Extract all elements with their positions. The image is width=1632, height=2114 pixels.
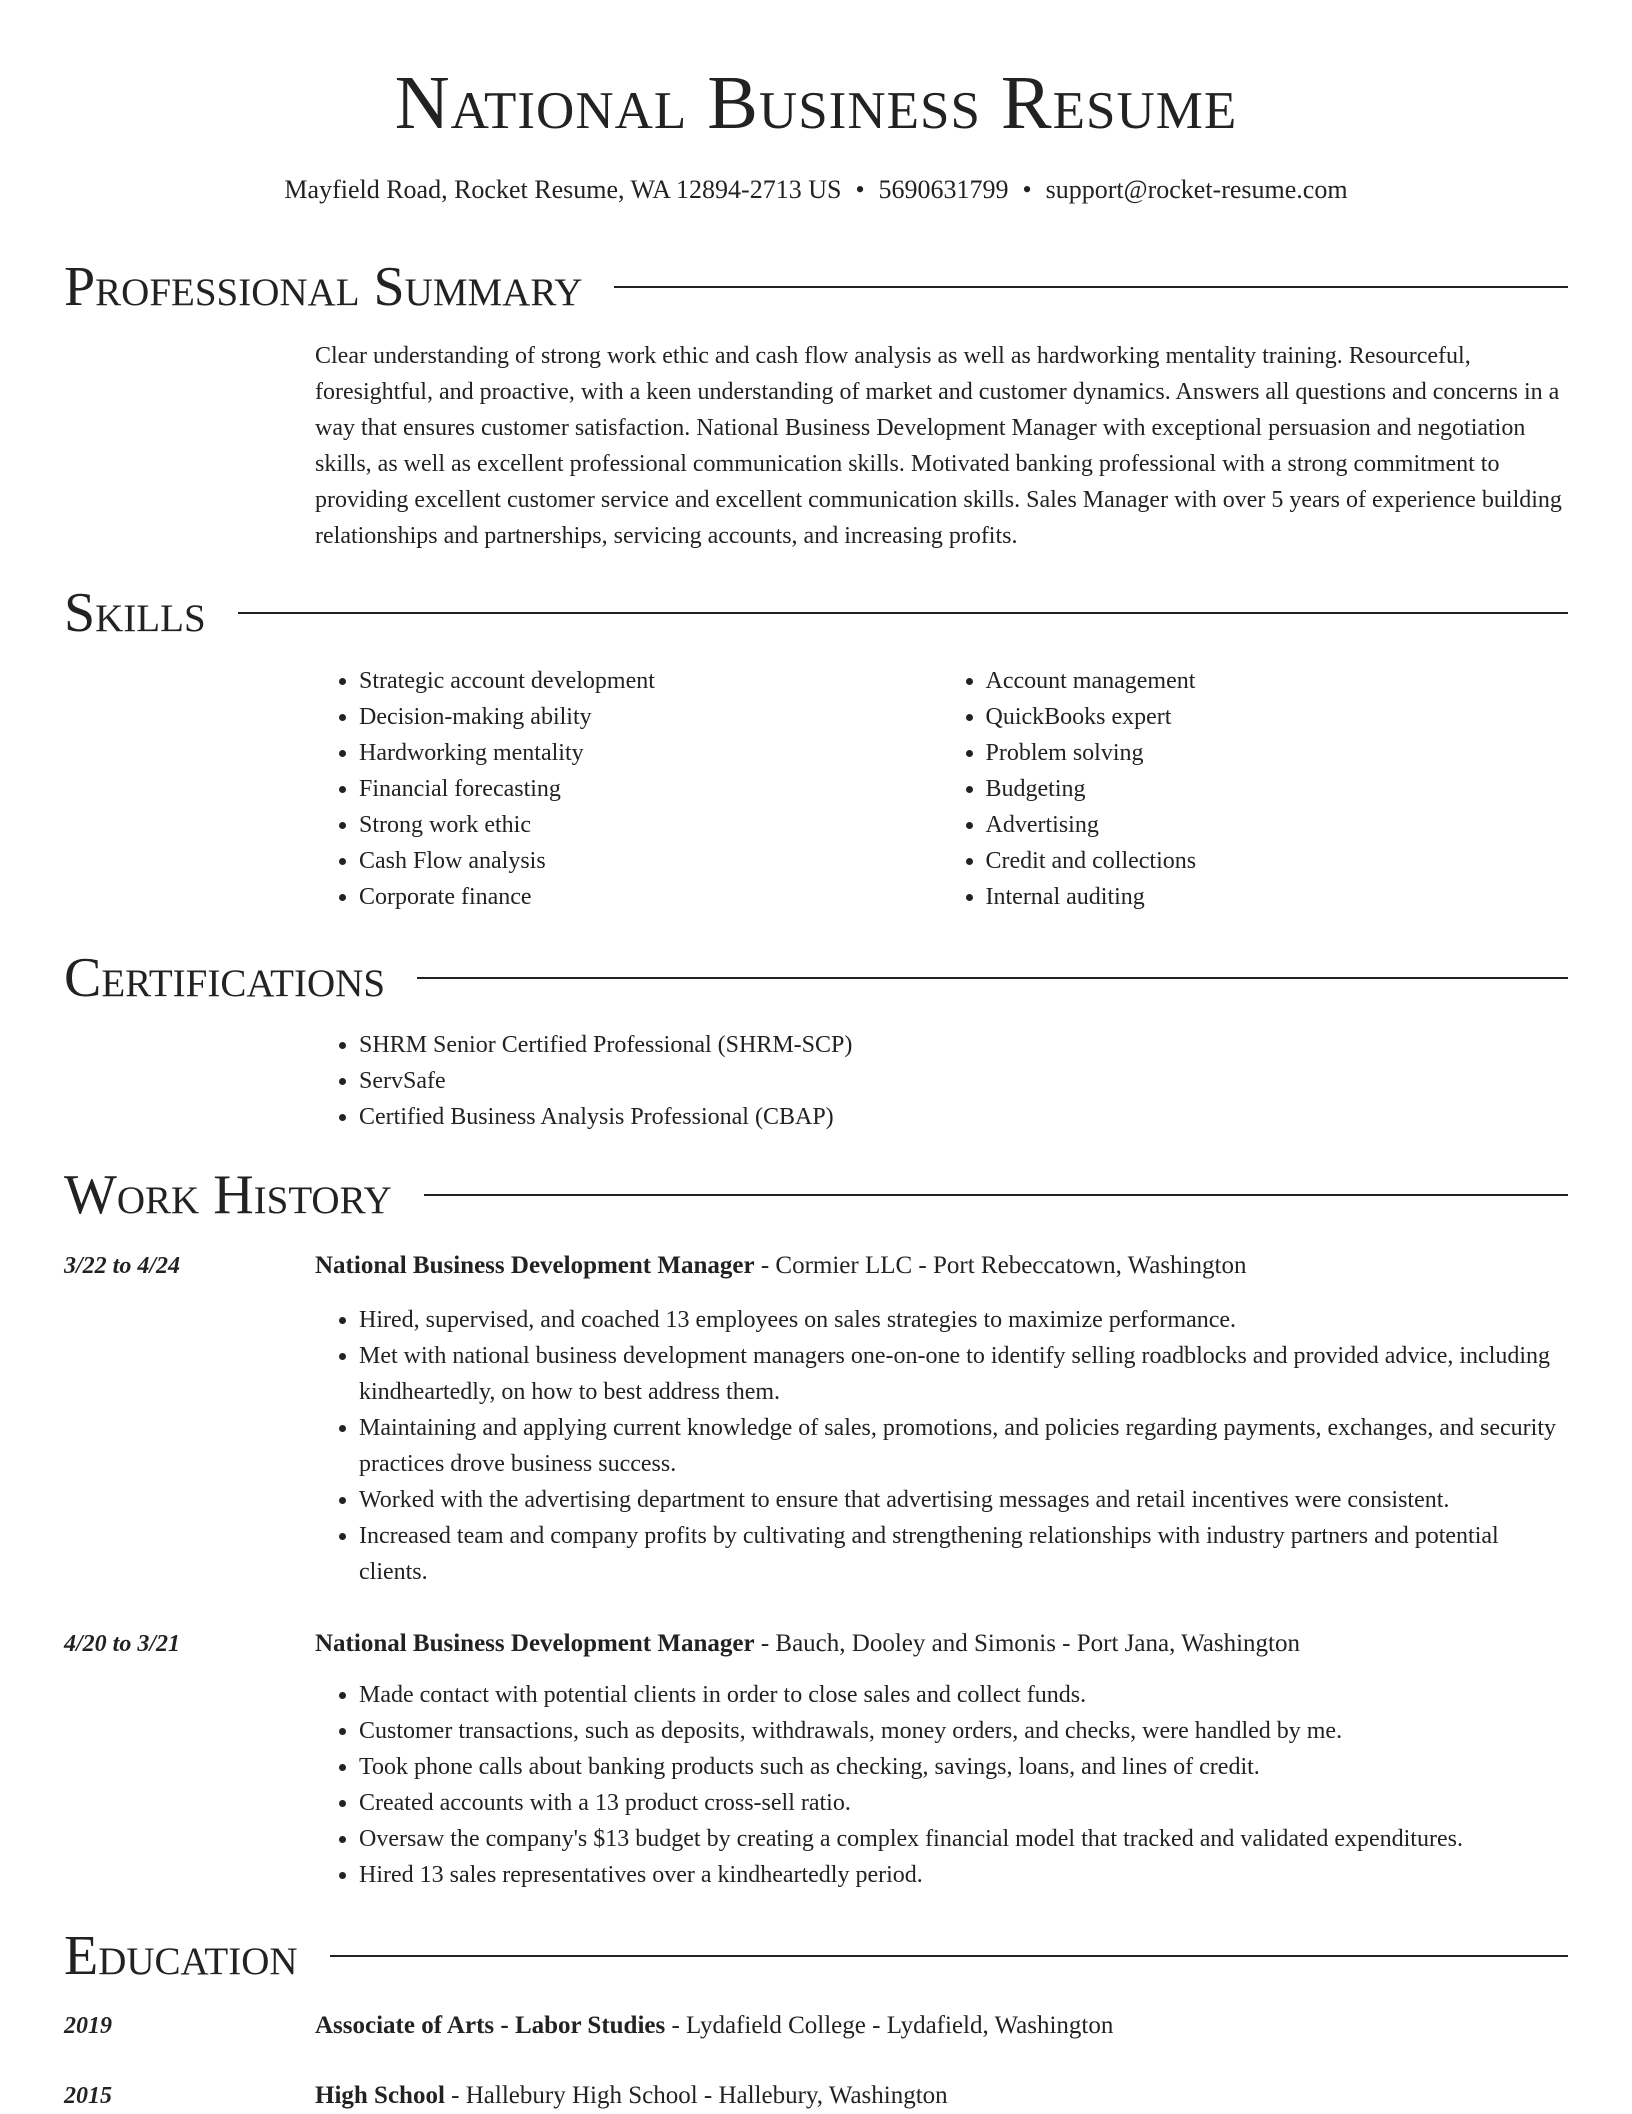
section-divider <box>330 1955 1568 1957</box>
job-title: National Business Development Manager <box>315 1630 755 1657</box>
job-bullet: • Increased team and company profits by cultivating and strengthening relationships with industry partners and potential clients. <box>359 1518 1568 1590</box>
certification-item: • SHRM Senior Certified Professional (SHRM-SCP) <box>359 1027 1568 1063</box>
section-divider <box>424 1194 1568 1196</box>
skill-item: • QuickBooks expert <box>986 699 1569 735</box>
skills-column-left <box>315 663 942 915</box>
education-year: 2019 <box>64 2013 112 2039</box>
contact-separator: • <box>1022 175 1032 204</box>
job-title: National Business Development Manager <box>315 1252 755 1279</box>
job-employer: - Bauch, Dooley and Simonis - Port Jana, Washington <box>754 1630 1300 1657</box>
skill-item: • Internal auditing <box>986 879 1569 915</box>
job-dates: 4/20 to 3/21 <box>64 1631 181 1657</box>
section-title: Work History <box>64 1164 392 1226</box>
skills-column-right <box>942 663 1569 915</box>
skill-item: • Decision-making ability <box>359 699 942 735</box>
skill-item: • Account management <box>986 663 1569 699</box>
summary-text: Clear understanding of strong work ethic and cash flow analysis as well as hardworking mentality training. Resourceful, foresightful, and proactive, with a keen understanding of market and customer dynamics. Answers all questions and concerns in a way that ensures customer satisfaction. National Business Development Manager with exceptional persuasion and negotiation skills, as well as excellent professional communication skills. Motivated banking professional with a strong commitment to providing excellent customer service and excellent communication skills. Sales Manager with over 5 years of experience building relationships and partnerships, servicing accounts, and increasing profits. <box>315 343 1562 549</box>
contact-separator: • <box>855 175 865 204</box>
job-bullet: • Created accounts with a 13 product cross-sell ratio. <box>359 1785 1568 1821</box>
skill-item: • Problem solving <box>986 735 1569 771</box>
job-bullet: • Took phone calls about banking products such as checking, savings, loans, and lines of credit. <box>359 1749 1568 1785</box>
job-bullets <box>315 1302 1568 1590</box>
certifications-section-header <box>64 943 1568 1013</box>
skill-item: • Budgeting <box>986 771 1569 807</box>
skill-item: • Financial forecasting <box>359 771 942 807</box>
education-entry <box>315 2008 1568 2044</box>
skill-item: • Hardworking mentality <box>359 735 942 771</box>
job-bullet: • Worked with the advertising department to ensure that advertising messages and retail incentives were consistent. <box>359 1482 1568 1518</box>
education-degree: Associate of Arts - Labor Studies <box>315 2012 666 2039</box>
certification-item: • ServSafe <box>359 1063 1568 1099</box>
education-year: 2015 <box>64 2083 112 2109</box>
job-bullet: • Maintaining and applying current knowledge of sales, promotions, and policies regarding payments, exchanges, and security practices drove business success. <box>359 1410 1568 1482</box>
job-bullet: • Hired, supervised, and coached 13 employees on sales strategies to maximize performance. <box>359 1302 1568 1338</box>
job-employer: - Cormier LLC - Port Rebeccatown, Washington <box>754 1252 1247 1279</box>
section-divider <box>238 612 1568 614</box>
job-bullets <box>315 1677 1568 1893</box>
job-bullet: • Customer transactions, such as deposits, withdrawals, money orders, and checks, were handled by me. <box>359 1713 1568 1749</box>
certification-item: • Certified Business Analysis Professional (CBAP) <box>359 1099 1568 1135</box>
skill-item: • Advertising <box>986 807 1569 843</box>
job-heading <box>315 1626 1568 1662</box>
certifications-list <box>315 1027 1568 1135</box>
job-bullet: • Hired 13 sales representatives over a kindheartedly period. <box>359 1857 1568 1893</box>
education-section-header <box>64 1921 1568 1991</box>
contact-line <box>0 172 1632 208</box>
education-school: - Lydafield College - Lydafield, Washington <box>665 2012 1114 2039</box>
education-school: - Hallebury High School - Hallebury, Washington <box>444 2082 948 2109</box>
job-bullet: • Made contact with potential clients in order to close sales and collect funds. <box>359 1677 1568 1713</box>
skill-item: • Strategic account development <box>359 663 942 699</box>
section-divider <box>417 977 1568 979</box>
job-heading <box>315 1248 1568 1284</box>
section-divider <box>614 286 1568 288</box>
job-dates: 3/22 to 4/24 <box>64 1253 181 1279</box>
contact-email: support@rocket-resume.com <box>1045 175 1348 204</box>
section-title: Professional Summary <box>64 256 583 318</box>
contact-address: Mayfield Road, Rocket Resume, WA 12894-2713 US <box>284 175 842 204</box>
resume-name: National Business Resume <box>394 61 1238 145</box>
work-history-section-header <box>64 1160 1568 1230</box>
contact-phone: 5690631799 <box>878 175 1009 204</box>
section-title: Certifications <box>64 947 386 1009</box>
skill-item: • Strong work ethic <box>359 807 942 843</box>
skill-item: • Corporate finance <box>359 879 942 915</box>
education-entry <box>315 2078 1568 2114</box>
education-degree: High School <box>315 2082 445 2109</box>
section-title: Education <box>64 1925 298 1987</box>
skill-item: • Cash Flow analysis <box>359 843 942 879</box>
section-title: Skills <box>64 582 206 644</box>
job-bullet: • Met with national business development managers one-on-one to identify selling roadblocks and provided advice, including kindheartedly, on how to best address them. <box>359 1338 1568 1410</box>
job-bullet: • Oversaw the company's $13 budget by creating a complex financial model that tracked and validated expenditures. <box>359 1821 1568 1857</box>
skills-list <box>315 663 1568 915</box>
summary-section-header <box>64 252 1568 322</box>
skills-section-header <box>64 578 1568 648</box>
skill-item: • Credit and collections <box>986 843 1569 879</box>
